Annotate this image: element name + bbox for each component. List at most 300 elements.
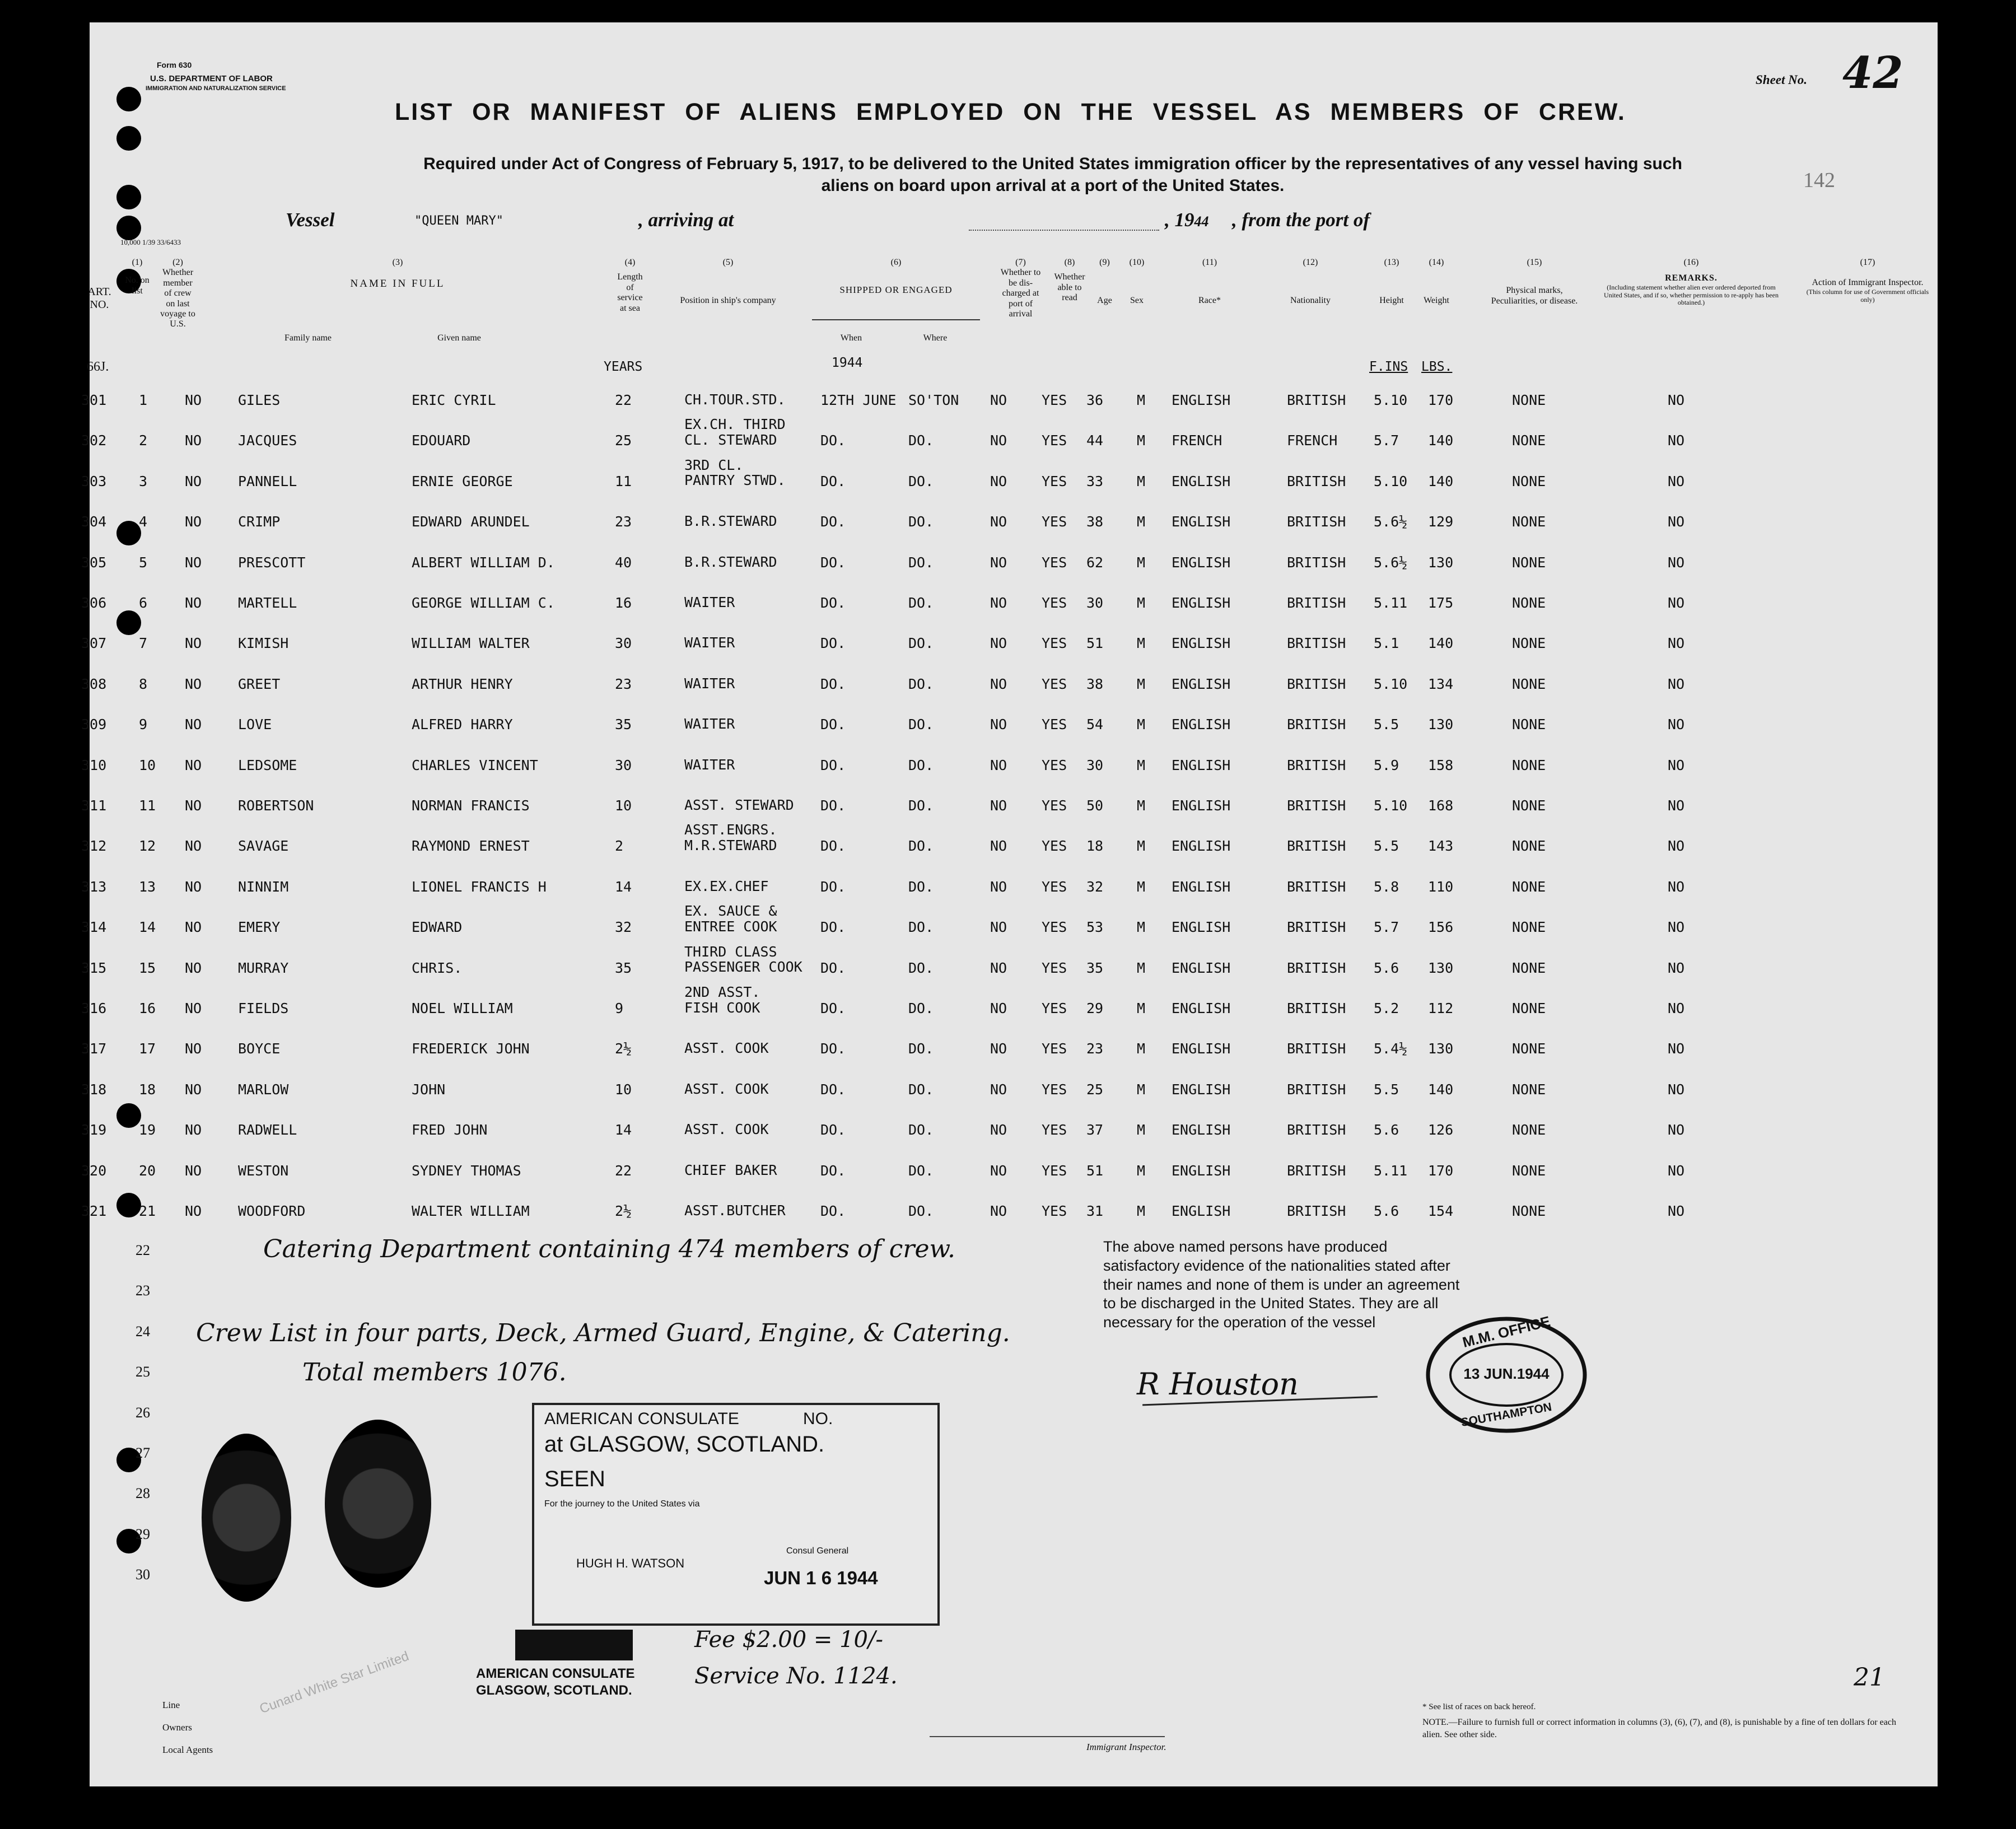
position-line-1: WAITER [684, 594, 735, 610]
line-number: 23 [136, 1282, 150, 1299]
position [684, 514, 777, 529]
position-line-1: 3RD CL. [684, 456, 744, 473]
art-number: 305 [81, 554, 107, 571]
shipped-when: DO. [820, 716, 846, 733]
page-corner-number: 21 [1854, 1663, 1885, 1692]
shipped-where: DO. [908, 919, 934, 936]
family-name: GILES [238, 392, 281, 408]
position [684, 903, 777, 934]
nationality: BRITISH [1287, 675, 1346, 692]
able-to-read: YES [1042, 959, 1067, 976]
page-mark: 142 [1803, 169, 1835, 192]
nationality: BRITISH [1287, 554, 1346, 571]
col-6-when-header: When [840, 333, 862, 343]
consulate-box [532, 1403, 940, 1626]
length-of-service: 35 [615, 716, 632, 733]
shipped-when: DO. [820, 959, 846, 976]
embossed-seal [325, 1420, 431, 1588]
shipped-where: DO. [908, 1000, 934, 1016]
remarks: NO [1668, 392, 1685, 408]
col-2-header: (2) Whether member of crew on last voyage to U.S. [160, 258, 195, 329]
punch-hole [116, 87, 141, 111]
height: 5.5 [1374, 1081, 1399, 1098]
col-13-header: (13) Height [1379, 258, 1404, 306]
position [684, 1081, 769, 1097]
family-name: LEDSOME [238, 757, 297, 773]
position-line-1: WAITER [684, 675, 735, 692]
weight: 134 [1428, 675, 1454, 692]
shipped-where: DO. [908, 1122, 934, 1139]
col-10-header: (10) Sex [1129, 258, 1145, 306]
previous-voyage: NO [185, 1041, 202, 1057]
height: 5.6 [1374, 959, 1399, 976]
sex: M [1137, 1041, 1146, 1057]
nationality: BRITISH [1287, 514, 1346, 530]
remarks: NO [1668, 757, 1685, 773]
age: 37 [1086, 1122, 1104, 1139]
able-to-read: YES [1042, 432, 1067, 449]
remarks: NO [1668, 716, 1685, 733]
family-name: NINNIM [238, 878, 289, 895]
race: ENGLISH [1172, 919, 1231, 936]
length-of-service: 16 [615, 595, 632, 611]
art-number: 311 [81, 797, 107, 814]
art-number: 313 [81, 878, 107, 895]
weight: 156 [1428, 919, 1454, 936]
remarks: NO [1668, 675, 1685, 692]
physical-marks: NONE [1512, 1000, 1546, 1016]
physical-marks: NONE [1512, 392, 1546, 408]
subtitle-line-1: Required under Act of Congress of February 5, 1917, to be delivered to the United States immigration officer by the representatives of any vessel having such [423, 155, 1682, 173]
list-number: 13 [139, 878, 156, 895]
length-of-service: 14 [615, 878, 632, 895]
position-line-2: PANTRY STWD. [684, 472, 786, 489]
given-name: NORMAN FRANCIS [412, 797, 530, 814]
family-name: PANNELL [238, 473, 297, 489]
weight: 130 [1428, 1041, 1454, 1057]
art-number: 316 [81, 1000, 107, 1016]
previous-voyage: NO [185, 716, 202, 733]
table-row [81, 1161, 1938, 1183]
sex: M [1137, 554, 1146, 571]
consulate-stamp-line-1: AMERICAN CONSULATE [476, 1666, 635, 1681]
table-row [81, 391, 1938, 412]
art-prefix: 66J. [87, 360, 109, 374]
family-name: EMERY [238, 919, 281, 936]
consulate-line-1: AMERICAN CONSULATE [544, 1410, 739, 1428]
shipped-where: DO. [908, 959, 934, 976]
age: 33 [1086, 473, 1104, 489]
shipped-where: DO. [908, 757, 934, 773]
physical-marks: NONE [1512, 1122, 1546, 1139]
shipped-when: DO. [820, 432, 846, 449]
inspector-label: Immigrant Inspector. [1086, 1742, 1166, 1752]
weight: 112 [1428, 1000, 1454, 1016]
race: ENGLISH [1172, 392, 1231, 408]
remarks: NO [1668, 878, 1685, 895]
col-art-no: ART. NO. [87, 286, 111, 311]
total-members-note: Total members 1076. [302, 1358, 567, 1387]
physical-marks: NONE [1512, 635, 1546, 652]
weight: 143 [1428, 838, 1454, 855]
shipped-when: DO. [820, 595, 846, 611]
height: 5.6 [1374, 1122, 1399, 1139]
to-be-discharged: NO [990, 595, 1007, 611]
art-number: 320 [81, 1162, 107, 1179]
position [684, 822, 777, 853]
position-line-1: EX.CH. THIRD [684, 416, 786, 433]
position-line-2: M.R.STEWARD [684, 837, 777, 853]
shipped-where: DO. [908, 635, 934, 652]
age: 30 [1086, 595, 1104, 611]
length-of-service: 2½ [615, 1203, 632, 1219]
list-number: 18 [139, 1081, 156, 1098]
given-name: NOEL WILLIAM [412, 1000, 513, 1016]
position-line-1: WAITER [684, 634, 735, 651]
race: ENGLISH [1172, 1041, 1231, 1057]
age: 23 [1086, 1041, 1104, 1057]
nationality: BRITISH [1287, 635, 1346, 652]
able-to-read: YES [1042, 757, 1067, 773]
embossed-seal [202, 1434, 291, 1602]
physical-marks: NONE [1512, 716, 1546, 733]
family-name: ROBERTSON [238, 797, 314, 814]
previous-voyage: NO [185, 878, 202, 895]
mm-office-top: M.M. OFFICE [1460, 1313, 1552, 1351]
table-row [81, 797, 1938, 818]
age: 32 [1086, 878, 1104, 895]
height: 5.9 [1374, 757, 1399, 773]
able-to-read: YES [1042, 1203, 1067, 1219]
list-number: 11 [139, 797, 156, 814]
fee-note: Fee $2.00 = 10/- [694, 1627, 883, 1653]
col-3-family-header: Family name [284, 333, 332, 343]
col-11-header: (11) Race* [1198, 258, 1221, 306]
nationality: BRITISH [1287, 716, 1346, 733]
shipped-when: DO. [820, 838, 846, 855]
able-to-read: YES [1042, 716, 1067, 733]
art-number: 308 [81, 675, 107, 692]
family-name: RADWELL [238, 1122, 297, 1139]
height: 5.11 [1374, 1162, 1408, 1179]
to-be-discharged: NO [990, 473, 1007, 489]
shipped-where: DO. [908, 675, 934, 692]
length-of-service: 30 [615, 757, 632, 773]
remarks: NO [1668, 838, 1685, 855]
length-of-service: 32 [615, 919, 632, 936]
to-be-discharged: NO [990, 757, 1007, 773]
sex: M [1137, 392, 1146, 408]
line-number: 30 [136, 1566, 150, 1583]
able-to-read: YES [1042, 635, 1067, 652]
remarks: NO [1668, 1000, 1685, 1016]
list-number: 16 [139, 1000, 156, 1016]
able-to-read: YES [1042, 554, 1067, 571]
height: 5.10 [1374, 392, 1408, 408]
race: ENGLISH [1172, 1000, 1231, 1016]
physical-marks: NONE [1512, 514, 1546, 530]
punch-hole [116, 216, 141, 240]
length-of-service: 35 [615, 959, 632, 976]
physical-marks: NONE [1512, 1041, 1546, 1057]
shipped-when: DO. [820, 635, 846, 652]
consulate-date: JUN 1 6 1944 [764, 1567, 878, 1588]
position-line-1: ASST. STEWARD [684, 797, 794, 813]
mm-office-bottom: SOUTHAMPTON [1460, 1400, 1553, 1430]
position [684, 757, 735, 773]
sex: M [1137, 635, 1146, 652]
to-be-discharged: NO [990, 514, 1007, 530]
shipped-when: DO. [820, 1041, 846, 1057]
arriving-field-line [969, 230, 1159, 231]
table-row [81, 878, 1938, 899]
able-to-read: YES [1042, 1041, 1067, 1057]
height: 5.5 [1374, 716, 1399, 733]
shipped-when: DO. [820, 514, 846, 530]
family-name: PRESCOTT [238, 554, 306, 571]
nationality: BRITISH [1287, 1162, 1346, 1179]
weight: 129 [1428, 514, 1454, 530]
race: ENGLISH [1172, 959, 1231, 976]
page-title: LIST OR MANIFEST OF ALIENS EMPLOYED ON THE VESSEL AS MEMBERS OF CREW. [395, 99, 1626, 125]
to-be-discharged: NO [990, 392, 1007, 408]
list-number: 15 [139, 959, 156, 976]
age: 54 [1086, 716, 1104, 733]
art-number: 304 [81, 514, 107, 530]
able-to-read: YES [1042, 675, 1067, 692]
shipped-when: DO. [820, 554, 846, 571]
position-line-1: EX. SAUCE & [684, 903, 777, 920]
master-signature: R Houston [1137, 1366, 1299, 1402]
shipped-where: DO. [908, 1081, 934, 1098]
sex: M [1137, 1203, 1146, 1219]
sheet-label: Sheet No. [1756, 73, 1807, 87]
given-name: ERNIE GEORGE [412, 473, 513, 489]
remarks: NO [1668, 797, 1685, 814]
table-row [81, 675, 1938, 696]
position [684, 458, 786, 488]
position [684, 1122, 769, 1137]
art-number: 302 [81, 432, 107, 449]
shipped-when: DO. [820, 473, 846, 489]
to-be-discharged: NO [990, 919, 1007, 936]
nationality: BRITISH [1287, 392, 1346, 408]
physical-marks: NONE [1512, 554, 1546, 571]
catering-note: Catering Department containing 474 members of crew. [263, 1235, 955, 1263]
remarks: NO [1668, 595, 1685, 611]
length-of-service: 2 [615, 838, 624, 855]
table-row [81, 903, 1938, 939]
given-name: CHARLES VINCENT [412, 757, 538, 773]
art-number: 315 [81, 959, 107, 976]
position-line-2: FISH COOK [684, 999, 760, 1016]
table-row [81, 1121, 1938, 1142]
able-to-read: YES [1042, 919, 1067, 936]
length-of-service: 9 [615, 1000, 624, 1016]
arriving-label: , arriving at [638, 209, 734, 231]
list-number: 2 [139, 432, 148, 449]
height-unit: F.INS [1369, 360, 1408, 374]
art-number: 307 [81, 635, 107, 652]
list-number: 9 [139, 716, 148, 733]
able-to-read: YES [1042, 838, 1067, 855]
nationality: BRITISH [1287, 878, 1346, 895]
races-note: * See list of races on back hereof. [1422, 1702, 1536, 1711]
remarks: NO [1668, 473, 1685, 489]
position [684, 554, 777, 570]
race: ENGLISH [1172, 757, 1231, 773]
previous-voyage: NO [185, 959, 202, 976]
sex: M [1137, 757, 1146, 773]
remarks: NO [1668, 1203, 1685, 1219]
art-number: 321 [81, 1203, 107, 1219]
able-to-read: YES [1042, 1000, 1067, 1016]
given-name: EDWARD ARUNDEL [412, 514, 530, 530]
length-of-service: 2½ [615, 1041, 632, 1057]
remarks: NO [1668, 635, 1685, 652]
shipped-where: DO. [908, 554, 934, 571]
consulate-seen: SEEN [544, 1467, 605, 1491]
family-name: GREET [238, 675, 281, 692]
previous-voyage: NO [185, 1081, 202, 1098]
height: 5.8 [1374, 878, 1399, 895]
age: 53 [1086, 919, 1104, 936]
col-6-where-header: Where [923, 333, 948, 343]
age: 38 [1086, 514, 1104, 530]
manifest-sheet [81, 22, 1938, 1786]
length-of-service: 14 [615, 1122, 632, 1139]
shipped-where: DO. [908, 1162, 934, 1179]
table-row [81, 984, 1938, 1020]
physical-marks: NONE [1512, 1203, 1546, 1219]
list-number: 21 [139, 1203, 156, 1219]
col-7-header: (7) Whether to be dis-charged at port of arrival [1000, 258, 1041, 319]
age: 51 [1086, 635, 1104, 652]
remarks: NO [1668, 919, 1685, 936]
race: ENGLISH [1172, 878, 1231, 895]
shipped-where: DO. [908, 514, 934, 530]
to-be-discharged: NO [990, 675, 1007, 692]
previous-voyage: NO [185, 1000, 202, 1016]
list-number: 1 [139, 392, 148, 408]
remarks: NO [1668, 1081, 1685, 1098]
length-of-service: 40 [615, 554, 632, 571]
family-name: WOODFORD [238, 1203, 306, 1219]
position [684, 716, 735, 732]
remarks: NO [1668, 1122, 1685, 1139]
family-name: LOVE [238, 716, 272, 733]
col-3-header: (3) NAME IN FULL [350, 258, 445, 290]
shipped-when: DO. [820, 1081, 846, 1098]
sex: M [1137, 1081, 1146, 1098]
list-number: 7 [139, 635, 148, 652]
col-1-header: (1) No. on list [125, 258, 150, 296]
race: FRENCH [1172, 432, 1222, 449]
col-16-header: (16) REMARKS. (Including statement whether alien ever ordered deported from United States, and if so, whether permission to re-apply has been obtained.) [1604, 258, 1779, 307]
previous-voyage: NO [185, 554, 202, 571]
position-line-1: EX.EX.CHEF [684, 878, 769, 894]
to-be-discharged: NO [990, 1041, 1007, 1057]
sheet-number: 42 [1842, 48, 1903, 99]
age: 44 [1086, 432, 1104, 449]
race: ENGLISH [1172, 635, 1231, 652]
art-number: 319 [81, 1122, 107, 1139]
length-of-service: 23 [615, 675, 632, 692]
shipped-when: 12TH JUNE [820, 392, 897, 408]
sex: M [1137, 797, 1146, 814]
to-be-discharged: NO [990, 432, 1007, 449]
shipped-when: DO. [820, 919, 846, 936]
height: 5.1 [1374, 635, 1399, 652]
to-be-discharged: NO [990, 959, 1007, 976]
position [684, 635, 735, 651]
list-number: 14 [139, 919, 156, 936]
family-name: CRIMP [238, 514, 281, 530]
col-3-given-header: Given name [437, 333, 481, 343]
given-name: WILLIAM WALTER [412, 635, 530, 652]
weight: 130 [1428, 716, 1454, 733]
to-be-discharged: NO [990, 878, 1007, 895]
to-be-discharged: NO [990, 1000, 1007, 1016]
nationality: BRITISH [1287, 757, 1346, 773]
list-number: 12 [139, 838, 156, 855]
previous-voyage: NO [185, 797, 202, 814]
height: 5.11 [1374, 595, 1408, 611]
given-name: FREDERICK JOHN [412, 1041, 530, 1057]
position-line-1: B.R.STEWARD [684, 513, 777, 530]
sex: M [1137, 878, 1146, 895]
years-unit: YEARS [604, 360, 643, 374]
race: ENGLISH [1172, 1122, 1231, 1139]
remarks: NO [1668, 514, 1685, 530]
nationality: BRITISH [1287, 838, 1346, 855]
position-line-1: CHIEF BAKER [684, 1161, 777, 1178]
age: 38 [1086, 675, 1104, 692]
agent-stamp: Cunard White Star Limited [258, 1648, 411, 1717]
length-of-service: 10 [615, 1081, 632, 1098]
position-line-1: ASST. COOK [684, 1080, 769, 1097]
vessel-label: Vessel [286, 209, 335, 231]
shipped-where: DO. [908, 1041, 934, 1057]
length-of-service: 23 [615, 514, 632, 530]
position-line-1: THIRD CLASS [684, 943, 777, 960]
position-line-1: ASST.BUTCHER [684, 1202, 786, 1219]
position [684, 676, 735, 692]
footer-line-label: Line [162, 1700, 180, 1710]
age: 29 [1086, 1000, 1104, 1016]
shipped-when: DO. [820, 675, 846, 692]
consulate-fee-stamp [515, 1630, 633, 1660]
weight: 170 [1428, 392, 1454, 408]
col-17-header: (17) Action of Immigrant Inspector. (This column for use of Government officials only) [1806, 258, 1929, 304]
weight: 175 [1428, 595, 1454, 611]
mm-office-stamp [1422, 1313, 1590, 1436]
weight: 140 [1428, 1081, 1454, 1098]
shipped-where: DO. [908, 716, 934, 733]
height: 5.6 [1374, 1203, 1399, 1219]
race: ENGLISH [1172, 514, 1231, 530]
line-number: 25 [136, 1364, 150, 1380]
consulate-line-2: at GLASGOW, SCOTLAND. [544, 1432, 825, 1457]
year-label [1165, 209, 1209, 231]
height: 5.4½ [1374, 1041, 1408, 1057]
nationality: BRITISH [1287, 1081, 1346, 1098]
previous-voyage: NO [185, 392, 202, 408]
shipped-where: DO. [908, 473, 934, 489]
shipped-where: DO. [908, 838, 934, 855]
shipped-when: DO. [820, 1122, 846, 1139]
able-to-read: YES [1042, 1122, 1067, 1139]
